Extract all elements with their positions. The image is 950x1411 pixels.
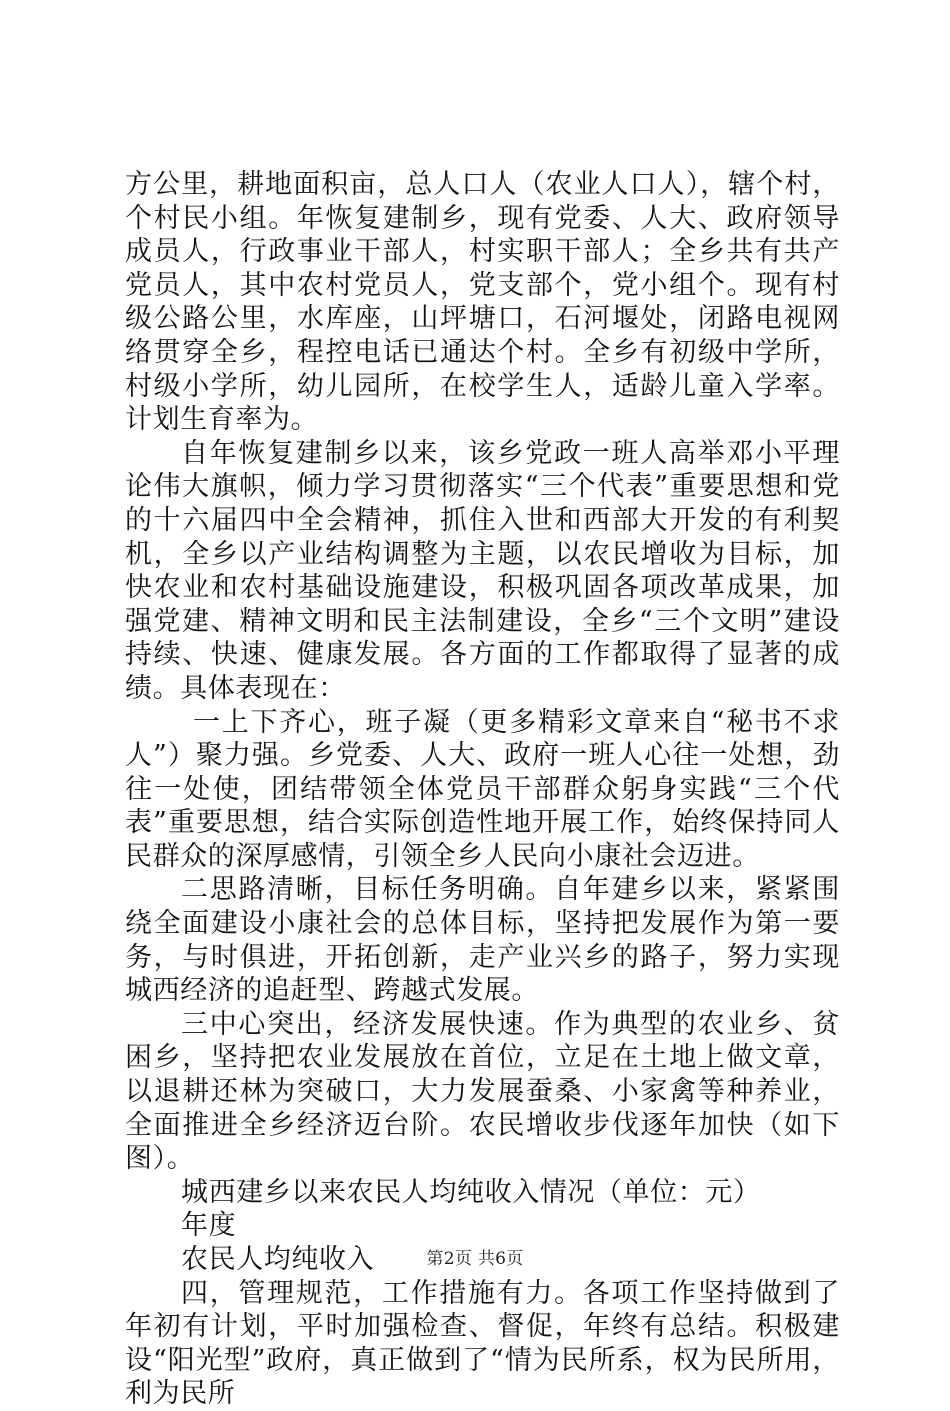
paragraph-point-two: 二思路清晰，目标任务明确。自年建乡以来，紧紧围绕全面建设小康社会的总体目标，坚持把发展作为第一要务，与时俱进，开拓创新，走产业兴乡的路子，努力实现城西经济的追赶型、跨越式发展。 <box>125 874 840 1007</box>
paragraph-point-four: 四，管理规范，工作措施有力。各项工作坚持做到了年初有计划，平时加强检查、督促，年终有总结。积极建设“阳光型”政府，真正做到了“情为民所系，权为民所用，利为民所 <box>125 1277 840 1410</box>
page-number-footer: 第2页 共6页 <box>426 1249 524 1269</box>
table-caption: 城西建乡以来农民人均纯收入情况（单位：元） <box>181 1176 761 1208</box>
paragraph-achievements-intro: 自年恢复建制乡以来，该乡党政一班人高举邓小平理论伟大旗帜，倾力学习贯彻落实“三个代表”重要思想和党的十六届四中全会精神，抓住入世和西部大开发的有利契机，全乡以产业结构调整为主题，以农民增收为目标，加快农业和农村基础设施建设，积极巩固各项改革成果，加强党建、精神文明和民主法制建设，全乡“三个文明”建设持续、快速、健康发展。各方面的工作都取得了显著的成绩。具体表现在： <box>125 437 840 704</box>
paragraph-point-three: 三中心突出，经济发展快速。作为典型的农业乡、贫困乡，坚持把农业发展放在首位，立足在土地上做文章，以退耕还林为突破口，大力发展蚕桑、小家禽等种养业，全面推进全乡经济迈台阶。农民增收步伐逐年加快（如下图）。 <box>125 1008 840 1175</box>
paragraph-point-one: 一上下齐心，班子凝（更多精彩文章来自“秘书不求人”）聚力强。乡党委、人大、政府一班人心往一处想，劲往一处使，团结带领全体党员干部群众躬身实践“三个代表”重要思想，结合实际创造性地开展工作，始终保持同人民群众的深厚感情，引领全乡人民向小康社会迈进。 <box>125 706 840 872</box>
document-body <box>125 168 840 1411</box>
table-header-year: 年度 <box>181 1210 237 1242</box>
paragraph-overview: 方公里，耕地面积亩，总人口人（农业人口人），辖个村，个村民小组。年恢复建制乡，现有党委、人大、政府领导成员人，行政事业干部人，村实职干部人；全乡共有共产党员人，其中农村党员人，党支部个，党小组个。现有村级公路公里，水库座，山坪塘口，石河堰处，闭路电视网络贯穿全乡，程控电话已通达个村。全乡有初级中学所，村级小学所，幼儿园所，在校学生人，适龄儿童入学率。计划生育率为。 <box>125 169 840 436</box>
table-header-income: 农民人均纯收入 <box>181 1244 375 1275</box>
